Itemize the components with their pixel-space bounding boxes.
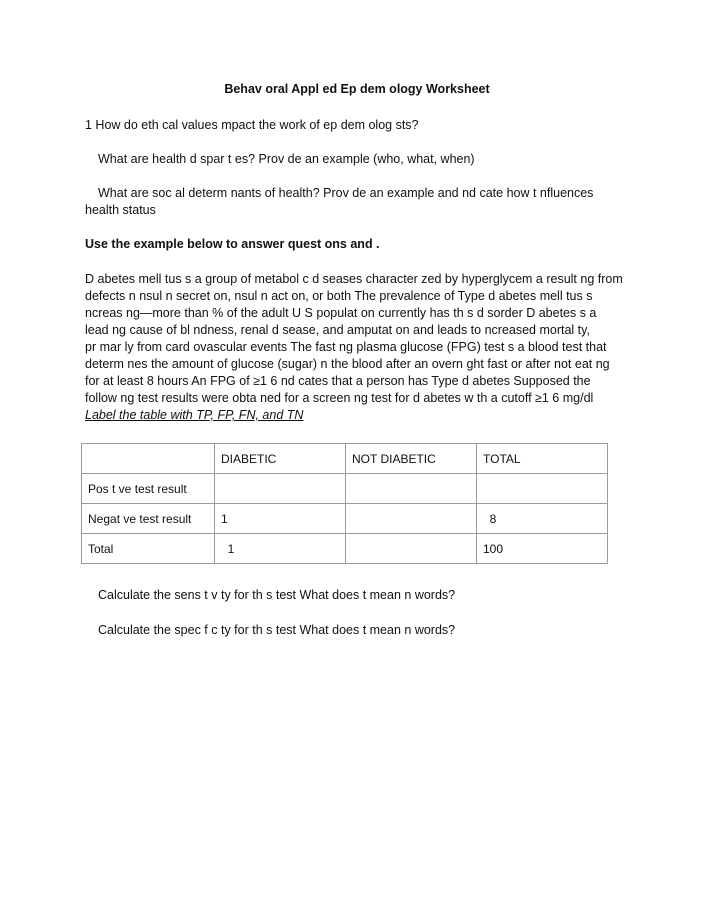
passage-line: D abetes mell tus s a group of metabol c d seases character zed by hyperglycem a result ng from: [85, 272, 623, 286]
question-2: What are health d spar t es? Prov de an example (who, what, when): [98, 152, 475, 166]
table-cell: [346, 504, 477, 534]
instruction-heading: Use the example below to answer quest ons and .: [85, 237, 380, 251]
table-header-row: [82, 444, 608, 474]
table-cell: Pos t ve test result: [82, 474, 215, 504]
table-cell: [477, 474, 608, 504]
table-cell: [346, 474, 477, 504]
question-3-line-1: What are soc al determ nants of health? Prov de an example and nd cate how t nfluences: [98, 186, 594, 200]
passage-line: follow ng test results were obta ned for a screen ng test for d abetes w th a cutoff ≥1 6 mg/dl: [85, 391, 594, 405]
table-cell: [346, 534, 477, 564]
table-row: [82, 474, 608, 504]
table-cell: 100: [477, 534, 608, 564]
table-header-cell: [82, 444, 215, 474]
passage-line: lead ng cause of bl ndness, renal d sease, and amputat on and leads to ncreased mortal ty,: [85, 323, 590, 337]
passage-line: ncreas ng—more than % of the adult U S populat on currently has th s d sorder D abetes s a: [85, 306, 597, 320]
page-title: Behav oral Appl ed Ep dem ology Worksheet: [224, 82, 490, 96]
table-cell: Total: [82, 534, 215, 564]
passage-line: defects n nsul n secret on, nsul n act on, or both The prevalence of Type d abetes mell tus s: [85, 289, 593, 303]
table-header-cell: TOTAL: [477, 444, 608, 474]
table-cell: 1: [215, 534, 346, 564]
question-sensitivity: Calculate the sens t v ty for th s test What does t mean n words?: [98, 588, 456, 602]
question-specificity: Calculate the spec f c ty for th s test What does t mean n words?: [98, 623, 456, 637]
confusion-table: [81, 443, 608, 564]
question-1: 1 How do eth cal values mpact the work of ep dem olog sts?: [85, 118, 419, 132]
table-cell: Negat ve test result: [82, 504, 215, 534]
table-header-cell: NOT DIABETIC: [346, 444, 477, 474]
question-3-line-2: health status: [85, 203, 156, 217]
table-cell: [215, 474, 346, 504]
table-row: [82, 534, 608, 564]
table-cell: 1: [215, 504, 346, 534]
table-row: [82, 504, 608, 534]
passage-line: determ nes the amount of glucose (sugar) n the blood after an overn ght fast or after not eat ng: [85, 357, 610, 371]
passage-line: pr mar ly from card ovascular events The fast ng plasma glucose (FPG) test s a blood test that: [85, 340, 607, 354]
table-header-cell: DIABETIC: [215, 444, 346, 474]
passage-line: for at least 8 hours An FPG of ≥1 6 nd cates that a person has Type d abetes Supposed the: [85, 374, 591, 388]
table-cell: 8: [477, 504, 608, 534]
label-instruction: Label the table with TP, FP, FN, and TN: [85, 408, 304, 422]
